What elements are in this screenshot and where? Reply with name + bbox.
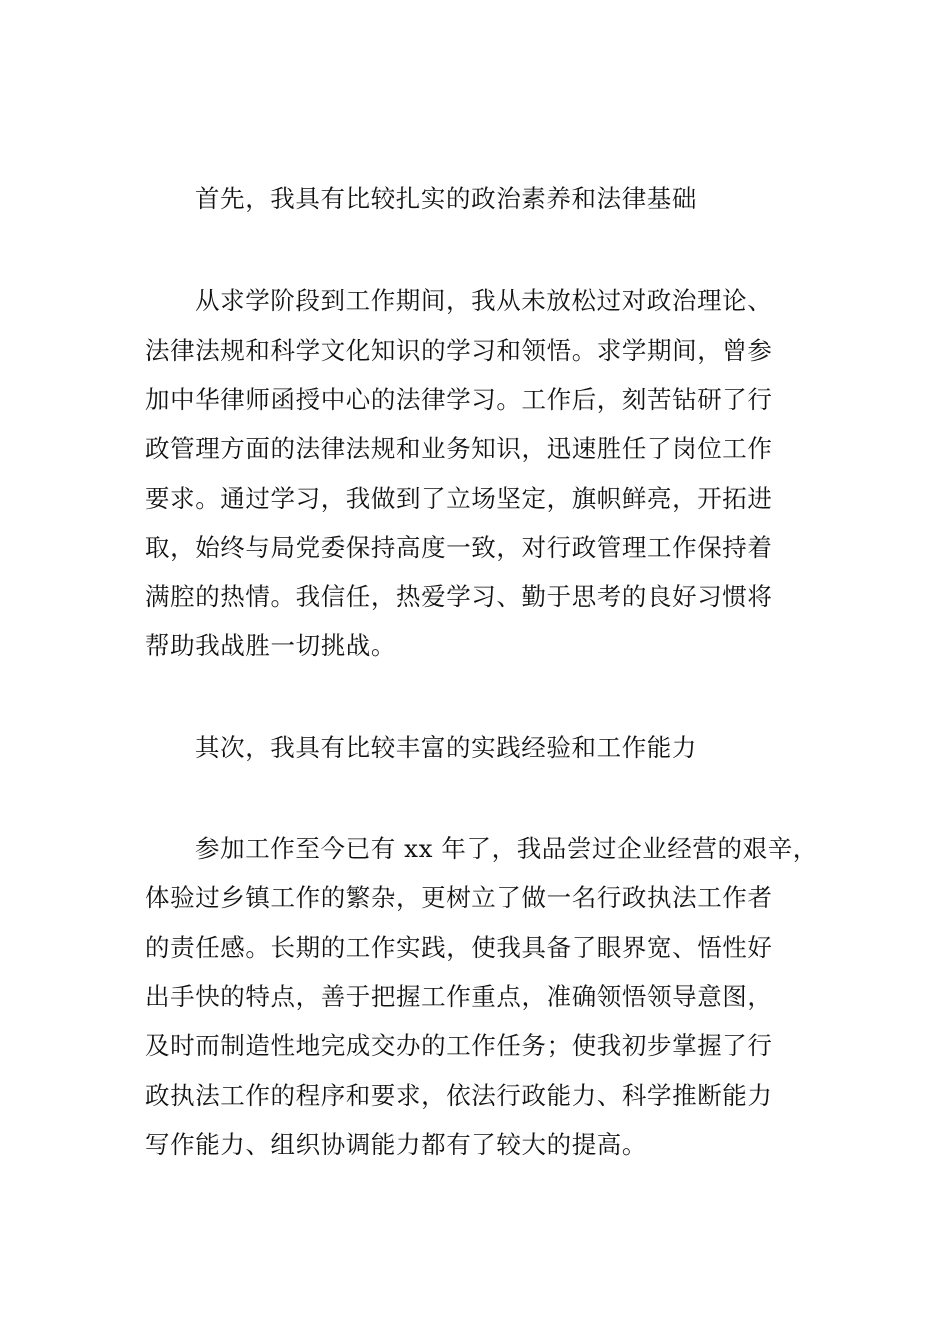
paragraph-line: 写作能力、组织协调能力都有了较大的提高。 xyxy=(145,1130,647,1159)
paragraph-line: 加中华律师函授中心的法律学习。工作后，刻苦钻研了行 xyxy=(145,385,773,414)
paragraph-line: 政执法工作的程序和要求，依法行政能力、科学推断能力 xyxy=(145,1081,773,1110)
section-heading: 首先，我具有比较扎实的政治素养和法律基础 xyxy=(195,184,697,213)
paragraph-line: 出手快的特点，善于把握工作重点，准确领悟领导意图， xyxy=(145,982,773,1011)
paragraph-line: 及时而制造性地完成交办的工作任务；使我初步掌握了行 xyxy=(145,1031,773,1060)
paragraph-line: 帮助我战胜一切挑战。 xyxy=(145,631,396,660)
section-heading: 其次，我具有比较丰富的实践经验和工作能力 xyxy=(195,733,697,762)
paragraph-line: 体验过乡镇工作的繁杂，更树立了做一名行政执法工作者 xyxy=(145,883,773,912)
paragraph-line: 取，始终与局党委保持高度一致，对行政管理工作保持着 xyxy=(145,533,773,562)
paragraph-line: 从求学阶段到工作期间，我从未放松过对政治理论、 xyxy=(195,286,773,315)
paragraph-line: 的责任感。长期的工作实践，使我具备了眼界宽、悟性好 xyxy=(145,933,773,962)
paragraph-line: 政管理方面的法律法规和业务知识，迅速胜任了岗位工作 xyxy=(145,434,773,463)
paragraph-line: 法律法规和科学文化知识的学习和领悟。求学期间，曾参 xyxy=(145,336,773,365)
paragraph-line: 满腔的热情。我信任，热爱学习、勤于思考的良好习惯将 xyxy=(145,582,773,611)
paragraph-line: 要求。通过学习，我做到了立场坚定，旗帜鲜亮，开拓进 xyxy=(145,484,773,513)
paragraph-line: 参加工作至今已有 xx 年了，我品尝过企业经营的艰辛， xyxy=(195,834,818,863)
